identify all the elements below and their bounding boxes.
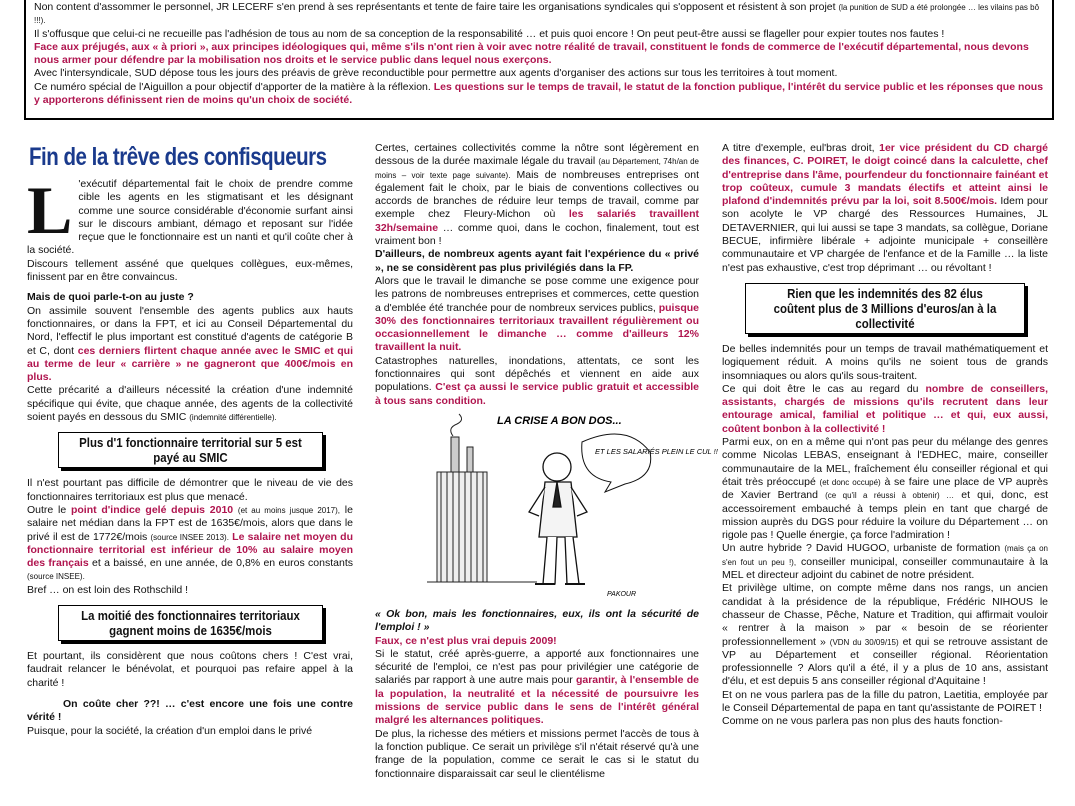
column-left [27, 142, 353, 806]
highlight-box: Plus d'1 fonctionnaire territorial sur 5 est payé au SMIC [58, 432, 323, 468]
paragraph: Alors que le travail le dimanche se pose comme une exigence pour les patrons de nombreuses entreprises et commerces, cette question a d'emblée été tranchée pour de nombreux services publics, puisque 30% des fonctionnaires territoriaux travaillent régulièrement ou occasionnellement le dimanche … comme d'ailleurs 12% travaillent la nuit. [375, 274, 699, 354]
speech-bubble-text: ET LES SALARIÉS PLEIN LE CUL !! [595, 446, 718, 456]
paragraph: Et pourtant, ils considèrent que nous coûtons chers ! C'est vrai, faudrait relancer le bénévolat, et pourquoi pas refaire appel à la charité ! [27, 650, 353, 689]
column-right [722, 142, 1048, 806]
paragraph-bold: D'ailleurs, de nombreux agents ayant fait l'expérience du « privé », ne se considèrent pas plus privilégiés dans la FP. [375, 248, 699, 274]
paragraph: Un autre hybride ? David HUGOO, urbaniste de formation (mais ça on s'en fout un peu !), conseiller municipal, conseiller communautaire à la MEL et directeur adjoint du cabinet de notre président. [722, 542, 1048, 582]
paragraph: Cette précarité a d'ailleurs nécessité la création d'une indemnité spécifique qui évite, que chaque année, des agents de la collectivité soient payés en dessous du SMIC (indemnité différentielle). [27, 384, 353, 424]
intro-paragraph-4: Avec l'intersyndicale, SUD dépose tous les jours des préavis de grève reconductible pour permettre aux agents d'organiser des actions sur tous les territoires à tout moment. [34, 67, 838, 80]
paragraph: Comme on ne vous parlera pas non plus des hauts fonction- [722, 715, 1003, 728]
paragraph: Parmi eux, on en a même qui n'ont pas peur du mélange des genres comme Nicolas LEBAS, enseignant à l'EDHEC, maire, conseiller communautaire de la MEL, fraîchement élu conseiller régional et qui était très préoccupé (et donc occupé) à se faire une place de VP auprès de Xavier Bertrand (ce qu'il a réussi à obtenir) … et qui, donc, est accessoirement embauché à temps plein en tant que chargé de mission auprès du DGS pour réduire la voilure du Département … on rigole pas ! Quelle énergie, ça force l'admiration ! [722, 436, 1049, 542]
cartoon-illustration [417, 412, 718, 602]
paragraph: De plus, la richesse des métiers et missions permet l'accès de tous à la fonction publique. Ce serait un privilège s'il n'était réservé qu'à une frange de la population, comme ce serait le cas si le statut du fonctionnaire disparaissait car seul le clientélisme [375, 727, 699, 780]
paragraph-highlight: Faux, ce n'est plus vrai depuis 2009! [375, 634, 557, 647]
drop-cap: L [27, 172, 73, 248]
paragraph: Et on ne vous parlera pas de la fille du patron, Laetitia, employée par le Conseil Départemental de papa en tant qu'assistante de POIRET ! [722, 688, 1048, 714]
question-heading: On coûte cher ??! … c'est encore une fois une contre vérité ! [27, 697, 353, 724]
question-heading: Mais de quoi parle-t-on au juste ? [27, 291, 194, 304]
paragraph: Ce qui doit être le cas au regard du nombre de conseillers, assistants, chargés de missions qu'ils recrutent dans leur entourage amical, familial et politique … et qui, eux aussi, coûtent bonbon à la collectivité ! [722, 382, 1048, 435]
paragraph: Certes, certaines collectivités comme la nôtre sont légèrement en dessous de la durée maximale légale du travail (au Département, 74h/an de moins – voir texte page suivante). Mais de nombreuses entreprises ont également fait le choix, par le biais de conventions collectives ou accords de branches de réduire leur temps de travail, comme par exemple chez Fleury-Michon où les salariés travaillent 32h/semaine … comme quoi, dans le cochon, finalement, tout est vraiment bon ! [375, 142, 700, 248]
paragraph: Si le statut, créé après-guerre, a apporté aux fonctionnaires une sécurité de l'emploi, ce n'est pas pour privilégier une catégorie de salariés par rapport à une autre mais pour garantir, à l'ensemble de la population, la neutralité et la nécessité de poursuivre les missions de service public dans le sens de l'intérêt général malgré les alternances politiques. [375, 647, 699, 727]
paragraph: Il n'est pourtant pas difficile de démontrer que le niveau de vie des fonctionnaires territoriaux est plus que menacé. [27, 477, 353, 503]
paragraph: De belles indemnités pour un temps de travail mathématiquement et logiquement réduit. A moins qu'ils ne soient tous de grands insomniaques ou alors qu'ils sous-traitent. [722, 342, 1048, 382]
paragraph: A titre d'exemple, eul'bras droit, 1er vice président du CD chargé des finances, C. POIRET, le doigt coincé dans la calculette, chef d'entreprise dans l'âme, pourfendeur du fonctionnaire fainéant et trop coûteux, cumule 3 mandats électifs et atteint ainsi le plafond d'indemnités prévu par la loi, soit 8.500€/mois. Idem pour son acolyte le VP chargé des Ressources Humaines, JL DETAVERNIER, qui lui aussi se tape 3 mandats, sa collègue, Doriane BECUE, infirmière libérale + adjointe municipale + conseillère communautaire et VP chargée de l'enfance et de la Famille … la liste n'est pas exhaustive, c'est trop déprimant … ou révoltant ! [722, 142, 1048, 274]
cartoon-title: LA CRISE A BON DOS... [497, 414, 622, 427]
paragraph: Bref … on est loin des Rothschild ! [27, 583, 189, 596]
cartoon-caption: « Ok bon, mais les fonctionnaires, eux, ils ont la sécurité de l'emploi ! » [375, 607, 699, 634]
paragraph-intro: L 'exécutif départemental fait le choix de prendre comme cible les agents en les stigmatisant et les désignant comme une source considérable d'économie surfant ainsi sur le discours ambiant, démago et reposant sur l'idée reçue que le fonctionnaire est un nanti et qu'il coûte cher à la société. [27, 172, 353, 257]
highlight-box: Rien que les indemnités des 82 élus coûtent plus de 3 Millions d'euros/an à la collectivité [745, 283, 1025, 334]
paragraph: On assimile souvent l'ensemble des agents publics aux hauts fonctionnaires, or dans la FPT, et ici au Conseil Départemental du Nord, l'effectif le plus important est constitué d'agents de catégorie B et C, dont ces derniers flirtent chaque année avec le SMIC et qui au terme de leur « carrière » ne gagneront que 400€/mois en plus. [27, 304, 353, 384]
paragraph: Catastrophes naturelles, inondations, attentats, ce sont les fonctionnaires qui sont dépêchés et viennent en aide aux populations. C'est ça aussi le service public gratuit et accessible à tous sans condition. [375, 354, 699, 407]
intro-paragraph-5: Ce numéro spécial de l'Aiguillon a pour objectif d'apporter de la matière à la réflexion. Les questions sur le temps de travail, le statut de la fonction publique, l'intérêt du service public et les réponses que nous y apporterons définissent rien de moins qu'un choix de société. [34, 80, 1044, 107]
cartoon-signature: PAKOUR [607, 590, 637, 598]
paragraph: Puisque, pour la société, la création d'un emploi dans le privé [27, 724, 313, 737]
intro-box [24, 0, 1054, 120]
paragraph: Discours tellement asséné que quelques collègues, eux-mêmes, finissent par en être convaincus. [27, 257, 353, 284]
article-title: Fin de la trêve des confisqueurs [29, 143, 327, 171]
paragraph: Et privilège ultime, on compte même dans nos rangs, un ancien candidat à la présidence de la république, Frédéric NIHOUS le chasseur de Chasse, Pêche, Nature et Tradition, qui affirmait vouloir « rentrer à la maison » par « besoin de se réorienter professionnellement » (VDN du 30/09/15) et qui se retrouve assistant de VP au Département et conseiller régional. Réorientation professionnelle ? Alors qu'il a été, il y a plus de 10 ans, assistant d'élu, et est depuis 5 ans conseiller régional d'Aquitaine ! [722, 582, 1048, 688]
intro-paragraph-2: Il s'offusque que celui-ci ne recueille pas l'adhésion de tous au nom de sa conception de la responsabilité … et puis quoi encore ! On peut peut-être aussi se flageller pour expier toutes nos fautes ! [34, 27, 945, 40]
intro-paragraph-3: Face aux préjugés, aux « à priori », aux principes idéologiques qui, même s'ils n'ont rien à voir avec notre réalité de travail, constituent le fonds de commerce de l'exécutif départemental, nous devons nous armer pour défendre par la mobilisation nos droits et le service public dans lequel nous exerçons. [34, 40, 1029, 67]
highlight-box: La moitié des fonctionnaires territoriaux gagnent moins de 1635€/mois [58, 605, 323, 641]
intro-paragraph-1: Non content d'assommer le personnel, JR LECERF s'en prend à ses représentants et tente de faire taire les organisations syndicales qui s'opposent et résistent à son projet (la punition de SUD a été prolongée … les vilains pas bô !!!). [34, 1, 1040, 26]
column-middle [375, 142, 718, 806]
paragraph: Outre le point d'indice gelé depuis 2010 (et au moins jusque 2017), le salaire net médian dans la FPT est de 1635€/mois, alors que dans le privé il est de 1772€/mois (source INSEE 2013). Le salaire net moyen du fonctionnaire territorial est inférieur de 10% au salaire moyen des français et a baissé, en une année, de 0,8% en euros constants (source INSEE). [27, 503, 354, 582]
